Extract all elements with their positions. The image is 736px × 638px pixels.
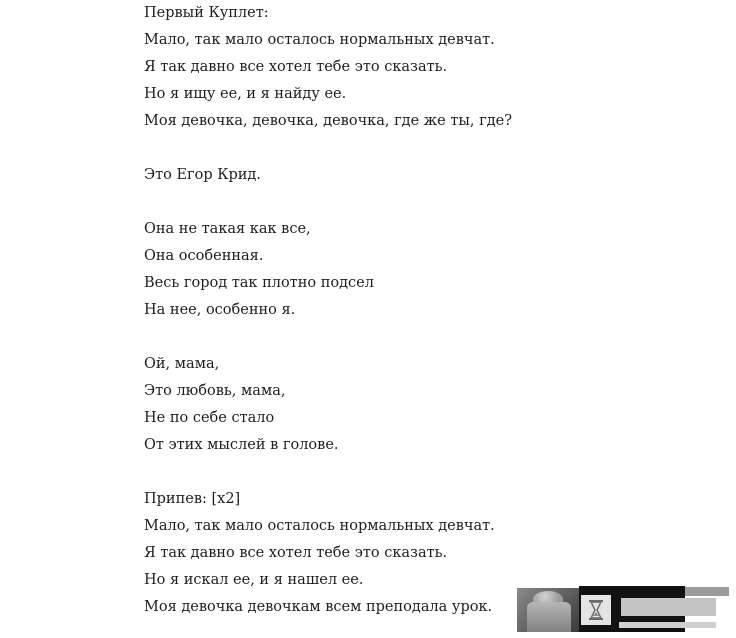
lyrics-line: Весь город так плотно подсел (144, 275, 374, 291)
thumbnail-shape (527, 602, 571, 632)
overlay-grey-block (685, 587, 729, 596)
lyrics-text (144, 0, 704, 621)
video-thumbnail[interactable] (517, 588, 579, 632)
lyrics-line: Это любовь, мама, (144, 383, 286, 399)
lyrics-line: От этих мыслей в голове. (144, 437, 339, 453)
blank-line (144, 459, 704, 486)
lyrics-line: Мало, так мало осталось нормальных девчат. (144, 518, 495, 534)
lyrics-line: Мало, так мало осталось нормальных девчат. (144, 32, 495, 48)
lyrics-line: Ой, мама, (144, 356, 220, 372)
hourglass-icon (581, 595, 611, 625)
loading-placeholder-bar (619, 622, 716, 628)
loading-placeholder-bar (621, 598, 716, 616)
blank-line (144, 189, 704, 216)
lyrics-line: Моя девочка, девочка, девочка, где же ты, где? (144, 113, 512, 129)
lyrics-line: На нее, особенно я. (144, 302, 296, 318)
video-overlay-widget[interactable] (517, 586, 736, 638)
lyrics-line: Моя девочка девочкам всем преподала урок. (144, 599, 493, 615)
lyrics-line: Она не такая как все, (144, 221, 311, 237)
lyrics-line: Это Егор Крид. (144, 167, 261, 183)
lyrics-line: Я так давно все хотел тебе это сказать. (144, 59, 448, 75)
blank-line (144, 324, 704, 351)
lyrics-line: Но я ищу ее, и я найду ее. (144, 86, 347, 102)
lyrics-line: Припев: [x2] (144, 491, 241, 507)
lyrics-line: Она особенная. (144, 248, 264, 264)
lyrics-line: Первый Куплет: (144, 5, 269, 21)
lyrics-line: Я так давно все хотел тебе это сказать. (144, 545, 448, 561)
lyrics-line: Но я искал ее, и я нашел ее. (144, 572, 364, 588)
blank-line (144, 135, 704, 162)
lyrics-line: Не по себе стало (144, 410, 275, 426)
